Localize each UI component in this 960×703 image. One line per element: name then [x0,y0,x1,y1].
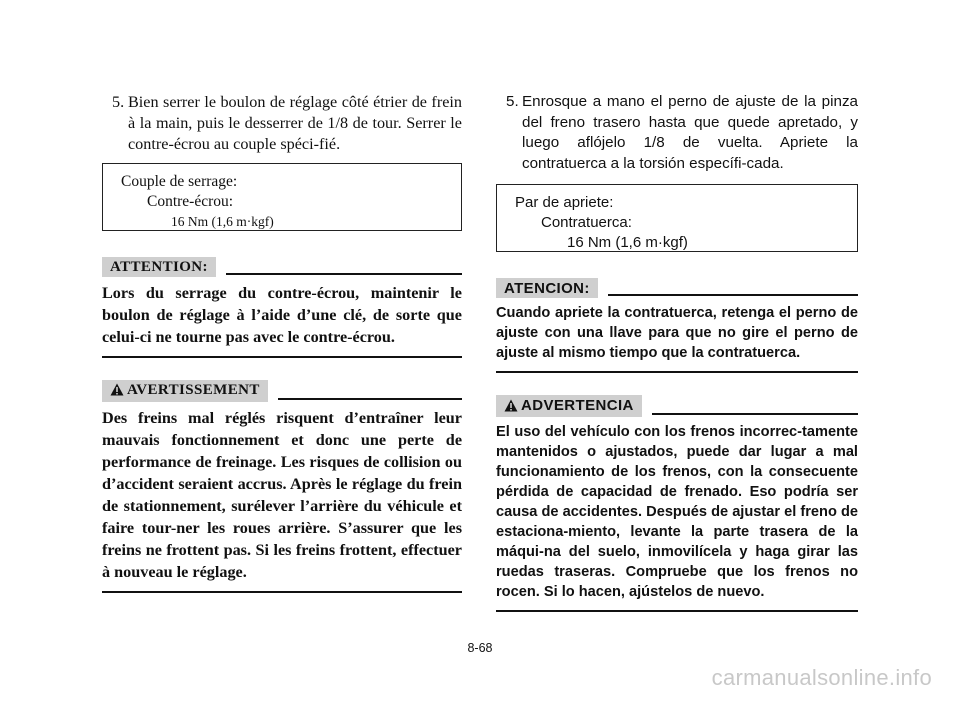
warning-label: AVERTISSEMENT [127,382,260,398]
warning-header [496,393,858,417]
header-rule [608,294,858,296]
warning-label: ADVERTENCIA [521,397,634,414]
step-5-fr [102,92,462,155]
step-text: Enrosque a mano el perno de ajuste de la pinza del freno trasero hasta que quede apretado, y luego aflójelo 1/8 de vuelta. Apriete la contratuerca a la torsión específi-cada. [522,93,858,172]
warning-triangle-icon [504,399,518,416]
torque-value: 16 Nm (1,6 m·kgf) [567,234,688,251]
warning-text: El uso del vehículo con los frenos incorrec-tamente mantenidos o ajustados, puede dar lugar a mal funcionamiento de los frenos, con la consecuente pérdida de capacidad de frenado. Eso podría ser causa de accidentes. Después de ajustar el freno de estaciona-miento, levante la parte trasera de la máqui-na del suelo, inmovilícela y haga girar las ruedas traseras. Compruebe que los frenos no rocen. Si lo hacen, ajústelos de nuevo. [496,422,858,612]
torque-title: Par de apriete: [515,194,614,211]
step-number: 5. [506,93,519,110]
attention-label: ATENCION: [496,278,598,298]
spanish-column [496,92,858,612]
french-column [102,92,462,593]
warning-text: Des freins mal réglés risquent d’entraîner leur mauvais fonctionnement et donc une perte de performance de freinage. Les risques de collision ou d’accident seraient accrus. Après le réglage du frein de stationnement, surélever l’arrière du véhicule et faire tour-ner les roues arrière. S’assurer que les freins ne frottent pas. Si les freins frottent, effectuer à nouveau le réglage. [102,407,462,593]
header-rule [652,413,858,415]
torque-spec-box [496,184,858,252]
warning-tag [102,380,268,402]
header-rule [226,273,462,275]
torque-value: 16 Nm (1,6 m·kgf) [171,214,274,229]
torque-part: Contre-écrou: [147,193,234,210]
warning-header [102,378,462,402]
watermark: carmanualsonline.info [711,665,932,690]
attention-header [102,253,462,277]
torque-title: Couple de serrage: [121,173,238,190]
attention-text: Cuando apriete la contratuerca, retenga el perno de ajuste con una llave para que no gire el perno de ajuste al mismo tiempo que la contratuerca. [496,303,858,373]
header-rule [278,398,462,400]
warning-tag [496,395,642,417]
step-text: Bien serrer le boulon de réglage côté étrier de frein à la main, puis le desserrer de 1/8 de tour. Serrer le contre-écrou au couple spéci-fié. [128,93,462,153]
attention-header [496,274,858,298]
torque-spec-box [102,163,462,231]
torque-part: Contratuerca: [541,214,632,231]
step-number: 5. [112,93,125,111]
step-5-es [496,92,858,174]
attention-label: ATTENTION: [102,257,216,277]
warning-triangle-icon [110,383,124,401]
page-number: 8-68 [467,641,493,655]
attention-text: Lors du serrage du contre-écrou, maintenir le boulon de réglage à l’aide d’une clé, de sorte que celui-ci ne tourne pas avec le contre-écrou. [102,282,462,358]
